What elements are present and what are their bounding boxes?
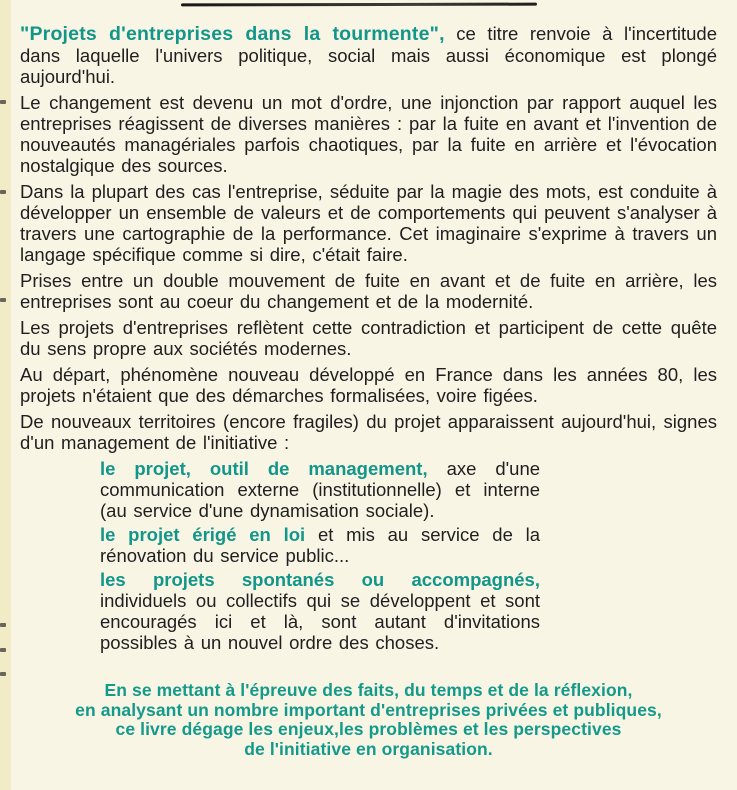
list-item — [100, 524, 540, 566]
list-intro-paragraph: De nouveaux territoires (encore fragiles) du projet apparaissent aujourd'hui, signes d'un management de l'initiative : — [20, 411, 717, 453]
list-item — [100, 569, 540, 653]
list-item — [100, 458, 540, 521]
paragraph: Le changement est devenu un mot d'ordre, une injonction par rapport auquel les entreprises réagissent de diverses manières : par la fuite en avant et l'invention de nouveautés managériales parfois chaotiques, par la fuite en arrière et l'évocation nostalgique des sources. — [20, 92, 717, 176]
paragraph-text: ce titre renvoie à l'incertitude dans laquelle l'univers politique, social mais aussi économique est plongé aujourd'hui. — [20, 23, 718, 87]
paragraph: Au départ, phénomène nouveau développé en France dans les années 80, les projets n'étaient que des démarches formalisées, voire figées. — [20, 364, 717, 406]
list-item-text: axe d'une communication externe (institutionnelle) et interne (au service d'une dynamisation sociale). — [100, 458, 541, 521]
list-item-lead: les projets spontanés ou accompagnés, — [100, 569, 540, 590]
closing-statement — [20, 681, 717, 759]
paragraph: Prises entre un double mouvement de fuite en avant et de fuite en arrière, les entreprises sont au coeur du changement et de la modernité. — [20, 270, 717, 312]
list-item-text: et mis au service de la rénovation du service public... — [100, 524, 541, 566]
scan-artifact — [0, 672, 6, 676]
book-title: "Projets d'entreprises dans la tourmente", — [20, 23, 445, 45]
scan-artifact — [0, 623, 6, 627]
list-item-lead: le projet, outil de management, — [100, 458, 428, 479]
initiative-list — [100, 458, 540, 653]
scan-artifact — [0, 100, 6, 104]
paragraph: Dans la plupart des cas l'entreprise, séduite par la magie des mots, est conduite à développer un ensemble de valeurs et de comportements qui peuvent s'analyser à travers une cartographie de la performance. Cet imaginaire s'exprime à travers un langage spécifique comme si dire, c'était faire. — [20, 181, 717, 265]
top-rule — [181, 3, 537, 7]
closing-line: de l'initiative en organisation. — [244, 738, 493, 759]
closing-line: ce livre dégage les enjeux,les problèmes et les perspectives — [115, 719, 622, 739]
closing-line: En se mettant à l'épreuve des faits, du temps et de la réflexion, — [104, 680, 633, 700]
title-paragraph — [20, 23, 717, 87]
list-item-lead: le projet érigé en loi — [100, 524, 306, 545]
scan-artifact — [0, 190, 6, 194]
scan-artifact — [0, 298, 6, 302]
page-content — [20, 23, 717, 759]
list-item-text: individuels ou collectifs qui se développent et sont encouragés ici et là, sont autant d'invitations possibles à un nouvel ordre des choses. — [100, 590, 540, 653]
closing-line: en analysant un nombre important d'entreprises privées et publiques, — [75, 699, 662, 720]
scan-artifact — [0, 648, 6, 652]
paragraph: Les projets d'entreprises reflètent cette contradiction et participent de cette quête du sens propre aux sociétés modernes. — [20, 317, 717, 359]
